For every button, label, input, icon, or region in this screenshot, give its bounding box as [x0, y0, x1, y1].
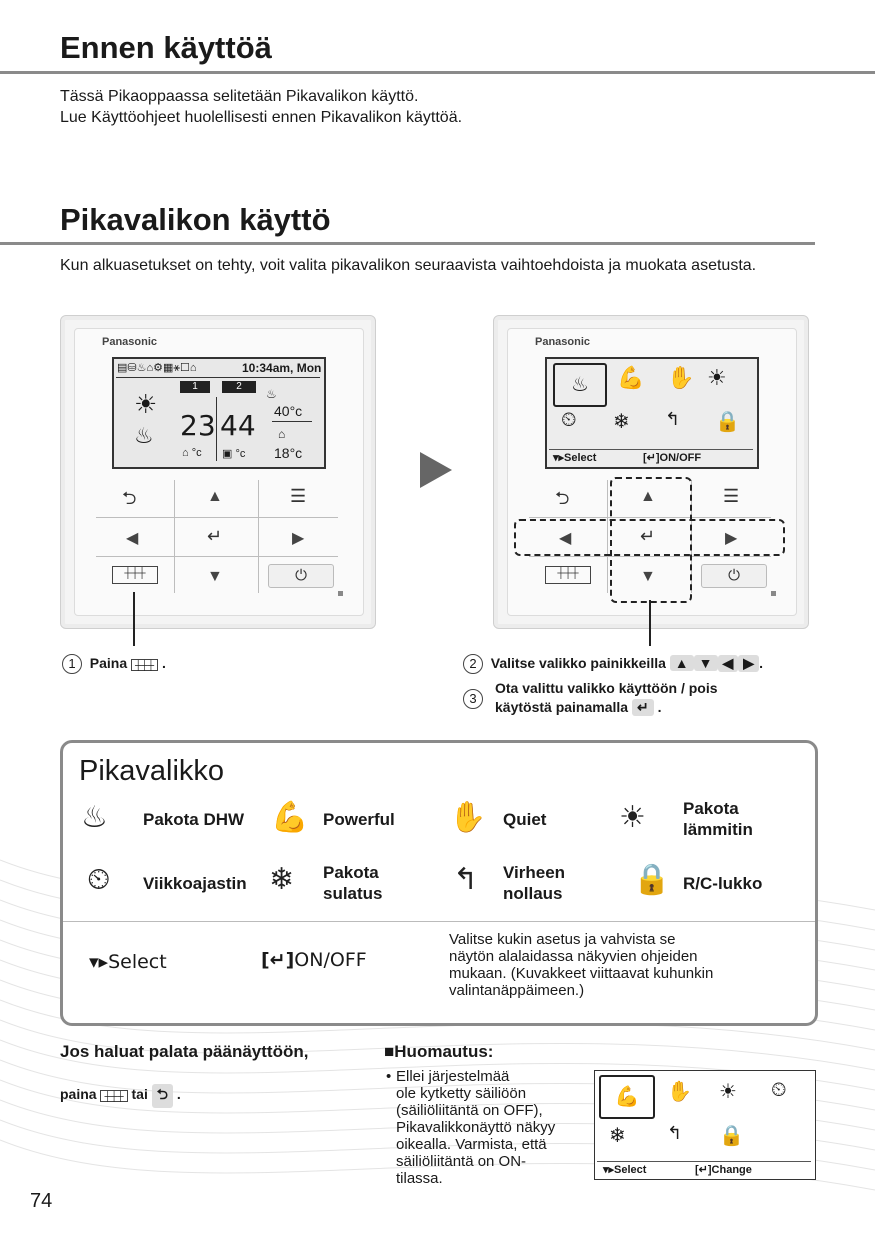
- section-title-pikavalikon: Pikavalikon käyttö: [60, 202, 331, 237]
- section2-intro: Kun alkuasetukset on tehty, voit valita pikavalikon seuraavista vaihtoehdoista ja muokata asetusta.: [60, 257, 757, 274]
- note-title: ■Huomautus:: [384, 1042, 494, 1061]
- down-key-icon: ▼: [694, 655, 718, 671]
- zone2-temp: 44: [220, 409, 256, 442]
- section-title-ennen: Ennen käyttöä: [60, 30, 272, 65]
- error-reset-icon: ↰: [665, 409, 681, 429]
- quick-menu-key-icon-footer: ┼┼┼: [100, 1090, 127, 1102]
- mini-quiet-icon: ✋: [667, 1081, 692, 1103]
- mini-screen: [594, 1070, 816, 1180]
- zone2-badge: 2: [222, 381, 256, 393]
- next-arrow-icon: [420, 452, 452, 488]
- enter-button[interactable]: ↵: [207, 526, 223, 546]
- menu-label-rc-lock: R/C-lukko: [683, 874, 763, 893]
- powerful-menu-icon: 💪: [271, 801, 309, 834]
- powerful-icon: 💪: [617, 365, 645, 390]
- mini-powerful-icon: 💪: [599, 1075, 655, 1119]
- back-key-icon: ⮌: [152, 1084, 173, 1108]
- back-button[interactable]: ⮌: [122, 488, 137, 508]
- note-line-5: oikealla. Varmista, että: [396, 1136, 547, 1153]
- dhw-temp: 40°c: [274, 403, 303, 419]
- outdoor-temp: 18°c: [274, 445, 303, 461]
- menu-label-force-dhw: Pakota DHW: [143, 810, 245, 829]
- menu-button-right[interactable]: ☰: [723, 486, 740, 506]
- mini-defrost-icon: ❄: [609, 1125, 626, 1147]
- weekly-timer-menu-icon: ⏲: [87, 863, 111, 896]
- defrost-icon: ❄: [613, 411, 630, 433]
- mini-reset-icon: ↰: [667, 1123, 683, 1143]
- force-dhw-icon: ♨: [553, 363, 607, 407]
- left-button-right[interactable]: ◀: [559, 530, 572, 547]
- defrost-menu-icon: ❄: [269, 863, 295, 896]
- menu-label-defrost-2: sulatus: [323, 884, 383, 903]
- pikavalikko-card: [60, 740, 818, 1026]
- card-note-1: Valitse kukin asetus ja vahvista se: [449, 931, 676, 948]
- note-bullet: •: [386, 1068, 392, 1085]
- callout-line-2: [649, 600, 651, 646]
- power-button-right[interactable]: ⏻: [701, 564, 767, 588]
- force-heater-menu-icon: ☀: [619, 801, 646, 834]
- zone1-badge: 1: [180, 381, 210, 393]
- brand-logo: Panasonic: [102, 336, 158, 348]
- dashed-highlight-horizontal: [514, 519, 785, 556]
- enter-key-icon: ↵: [632, 699, 654, 716]
- mini-select-hint: ▾▸Select: [603, 1164, 647, 1176]
- intro-line-1: Tässä Pikaoppaassa selitetään Pikavalikon käyttö.: [60, 88, 419, 105]
- outdoor-icon: ⌂: [278, 427, 286, 441]
- step-3-line-2: käytöstä painamalla ↵ .: [495, 699, 662, 715]
- note-line-1: Ellei järjestelmää: [396, 1068, 510, 1085]
- clock-display: 10:34am, Mon: [242, 361, 322, 375]
- up-key-icon: ▲: [670, 655, 694, 671]
- menu-label-powerful: Powerful: [323, 810, 395, 829]
- remote-screen-right: [545, 357, 759, 469]
- menu-label-error-reset-2: nollaus: [503, 884, 563, 903]
- menu-label-error-reset-1: Virheen: [503, 863, 566, 882]
- power-button[interactable]: ⏻: [268, 564, 334, 588]
- card-note-2: näytön alalaidassa näkyvien ohjeiden: [449, 948, 698, 965]
- back-button-right[interactable]: ⮌: [555, 488, 570, 508]
- left-key-icon: ◀: [718, 655, 739, 672]
- mini-change-hint: [↵]Change: [695, 1164, 752, 1176]
- note-line-2: ole kytketty säiliöön: [396, 1085, 527, 1102]
- note-line-3: (säiliöliitäntä on OFF),: [396, 1102, 543, 1119]
- lock-menu-icon: 🔒: [633, 863, 671, 896]
- step-1: 1 Paina ┼┼┼ .: [62, 654, 166, 674]
- right-key-icon: ▶: [738, 655, 759, 672]
- sun-icon: ☀: [134, 389, 158, 419]
- menu-label-force-heater-1: Pakota: [683, 799, 739, 818]
- menu-label-defrost-1: Pakota: [323, 863, 379, 882]
- menu-button[interactable]: ☰: [290, 486, 307, 506]
- quick-menu-button-right[interactable]: ┼┼┼: [545, 566, 591, 584]
- mini-timer-icon: ⏲: [771, 1079, 787, 1101]
- screen-select-hint: ▾▸Select: [553, 452, 597, 464]
- zone1-unit: ⌂ °c: [182, 447, 202, 459]
- note-line-7: tilassa.: [396, 1170, 443, 1187]
- right-button-right[interactable]: ▶: [725, 530, 738, 547]
- zone1-temp: 23: [180, 409, 216, 442]
- return-title: Jos haluat palata päänäyttöön,: [60, 1042, 309, 1061]
- quiet-icon: ✋: [667, 365, 695, 390]
- enter-button-right[interactable]: ↵: [640, 526, 656, 546]
- return-instructions: paina ┼┼┼ tai ⮌ .: [60, 1084, 181, 1108]
- card-note-4: valintanäppäimeen.): [449, 982, 585, 999]
- screen-onoff-hint: [↵]ON/OFF: [643, 452, 702, 464]
- force-heater-icon: ☀: [707, 365, 727, 390]
- force-dhw-menu-icon: ♨: [81, 801, 108, 834]
- up-button[interactable]: ▲: [207, 488, 223, 505]
- tank-icon: ♨: [266, 387, 277, 401]
- menu-label-quiet: Quiet: [503, 810, 547, 829]
- brand-logo-right: Panasonic: [535, 336, 591, 348]
- weekly-timer-icon: ⏲: [561, 409, 577, 431]
- onoff-legend: [↵]ON/OFF: [261, 949, 367, 971]
- right-button[interactable]: ▶: [292, 530, 305, 547]
- step-2: 2 Valitse valikko painikkeilla ▲ ▼ ◀ ▶ .: [463, 654, 763, 674]
- step-3-line-1: Ota valittu valikko käyttöön / pois: [495, 680, 718, 696]
- select-legend: ▾▸Select: [89, 951, 167, 973]
- mini-heater-icon: ☀: [719, 1081, 737, 1103]
- zone2-unit: ▣ °c: [222, 448, 246, 460]
- up-button-right[interactable]: ▲: [640, 488, 656, 505]
- note-line-4: Pikavalikkonäyttö näkyy: [396, 1119, 556, 1136]
- quick-menu-button[interactable]: ┼┼┼: [112, 566, 158, 584]
- step-3-number: 3: [463, 689, 483, 709]
- mini-lock-icon: 🔒: [719, 1125, 744, 1147]
- error-reset-menu-icon: ↰: [453, 863, 479, 896]
- pikavalikko-title: Pikavalikko: [79, 755, 225, 787]
- menu-label-weekly-timer: Viikkoajastin: [143, 874, 247, 893]
- down-button-right[interactable]: ▼: [640, 568, 656, 585]
- lock-icon: 🔒: [715, 411, 740, 433]
- quiet-menu-icon: ✋: [449, 801, 487, 834]
- title-rule-2: [0, 242, 815, 245]
- remote-screen-left: [112, 357, 326, 469]
- menu-label-force-heater-2: lämmitin: [683, 820, 753, 839]
- left-button[interactable]: ◀: [126, 530, 139, 547]
- down-button[interactable]: ▼: [207, 568, 223, 585]
- intro-line-2: Lue Käyttöohjeet huolellisesti ennen Pikavalikon käyttöä.: [60, 109, 463, 126]
- tap-icon: ♨: [134, 423, 154, 448]
- note-line-6: säiliöliitäntä on ON-: [396, 1153, 527, 1170]
- status-icons: ▤⛁♨⌂⚙▦⚹☐⌂: [117, 362, 197, 374]
- callout-line-1: [133, 592, 135, 646]
- card-note-3: mukaan. (Kuvakkeet viittaavat kuhunkin: [449, 965, 714, 982]
- card-divider: [63, 921, 815, 922]
- title-rule: [0, 71, 875, 74]
- page-number: 74: [30, 1190, 53, 1212]
- quick-menu-key-icon: ┼┼┼: [131, 659, 158, 671]
